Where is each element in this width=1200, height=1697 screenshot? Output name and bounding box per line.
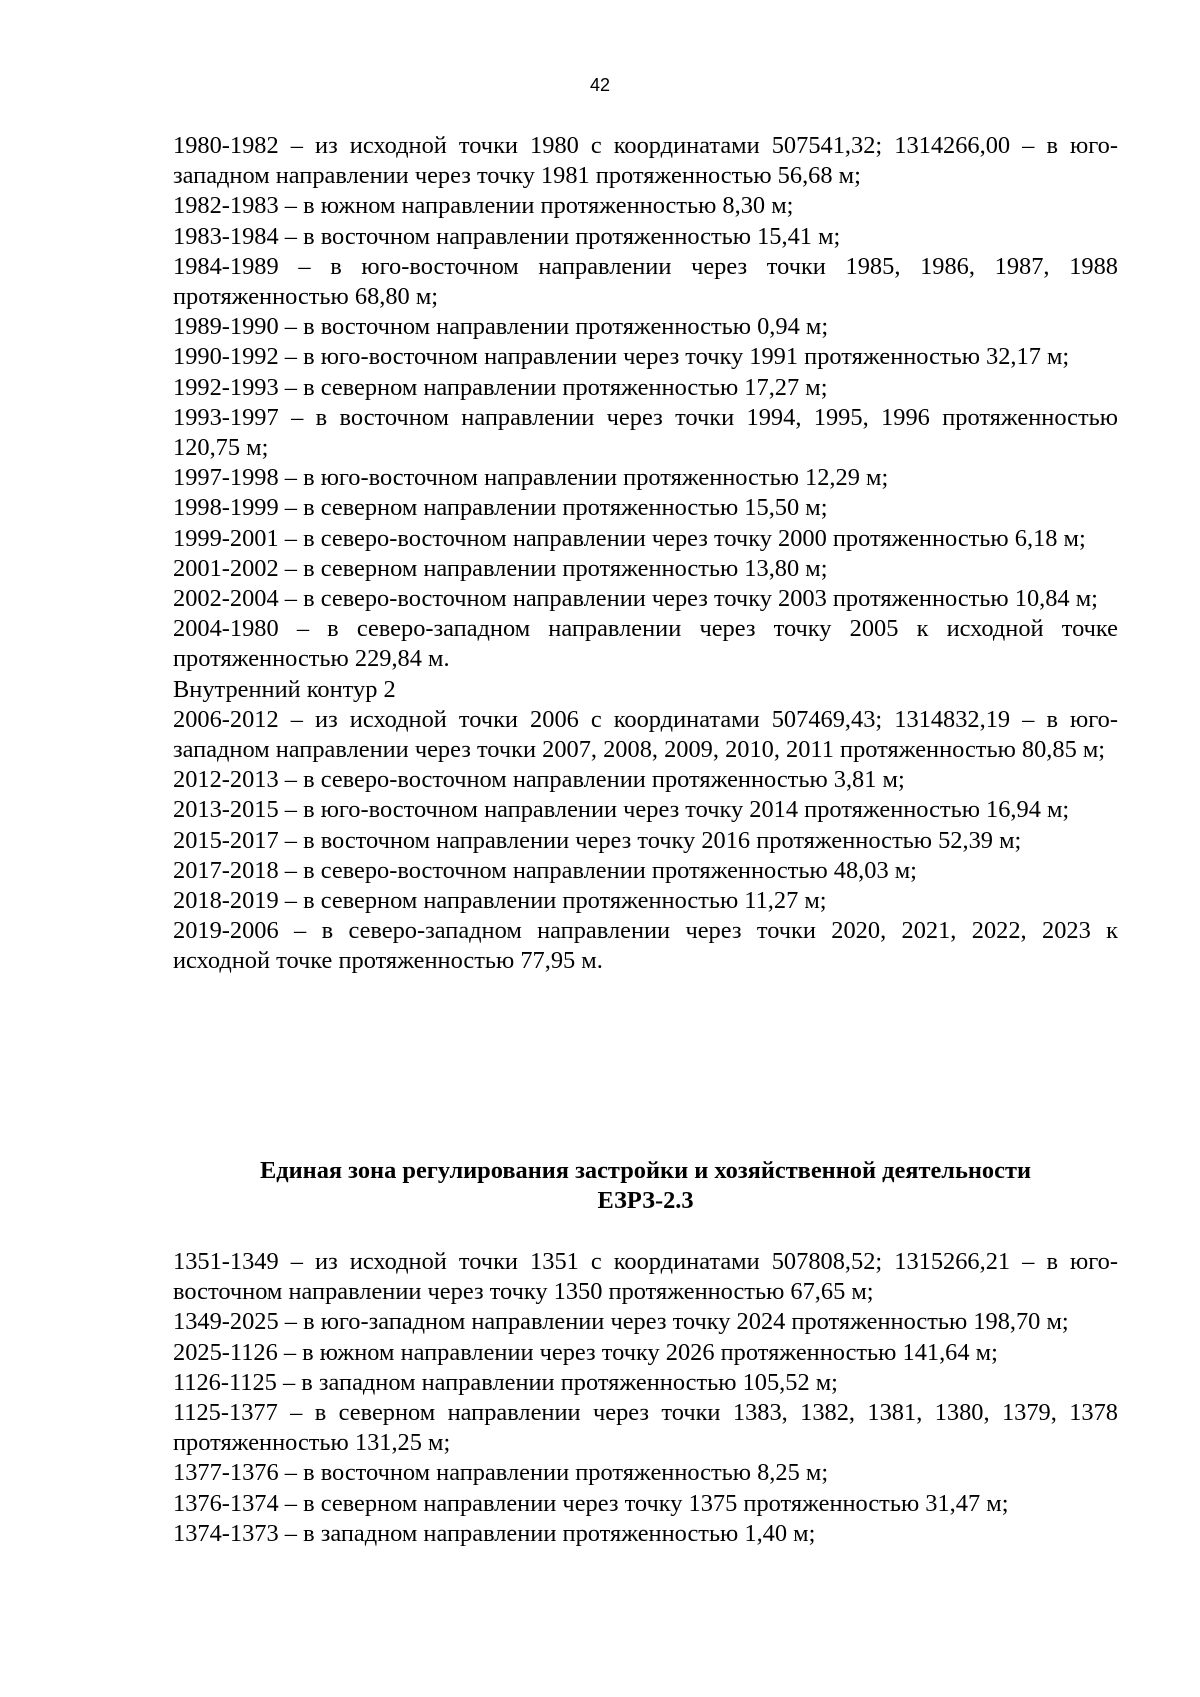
boundary-segment: 1999-2001 – в северо-восточном направлении через точку 2000 протяженностью 6,18 м; xyxy=(173,524,1086,552)
boundary-segment: 2017-2018 – в северо-восточном направлении протяженностью 48,03 м; xyxy=(173,856,917,884)
boundary-segment: 2001-2002 – в северном направлении протяженностью 13,80 м; xyxy=(173,554,828,582)
boundary-segment: 1983-1984 – в восточном направлении протяженностью 15,41 м; xyxy=(173,222,841,250)
section-heading xyxy=(173,1156,1118,1216)
boundary-segment: 1984-1989 – в юго-восточном направлении через точки 1985, 1986, 1987, 1988 протяженностью 68,80 м; xyxy=(173,252,1118,311)
boundary-segment: 2006-2012 – из исходной точки 2006 с координатами 507469,43; 1314832,19 – в юго-западном направлении через точки 2007, 2008, 2009, 2010, 2011 протяженностью 80,85 м; xyxy=(173,705,1118,764)
boundary-description-ezrz xyxy=(173,1247,1118,1549)
boundary-segment: 1989-1990 – в восточном направлении протяженностью 0,94 м; xyxy=(173,313,829,341)
boundary-segment: 1349-2025 – в юго-западном направлении через точку 2024 протяженностью 198,70 м; xyxy=(173,1308,1069,1336)
boundary-segment: 2004-1980 – в северо-западном направлении через точку 2005 к исходной точке протяженностью 229,84 м. xyxy=(173,615,1118,673)
inner-contour-label: Внутренний контур 2 xyxy=(173,675,396,703)
boundary-segment: 2002-2004 – в северо-восточном направлении через точку 2003 протяженностью 10,84 м; xyxy=(173,585,1098,613)
boundary-segment: 2025-1126 – в южном направлении через точку 2026 протяженностью 141,64 м; xyxy=(173,1338,998,1366)
boundary-description-contour xyxy=(173,131,1118,977)
boundary-segment: 1982-1983 – в южном направлении протяженностью 8,30 м; xyxy=(173,192,794,220)
boundary-segment: 2019-2006 – в северо-западном направлении через точки 2020, 2021, 2022, 2023 к исходной точке протяженностью 77,95 м. xyxy=(173,917,1118,975)
boundary-segment: 1351-1349 – из исходной точки 1351 с координатами 507808,52; 1315266,21 – в юго-восточном направлении через точку 1350 протяженностью 67,65 м; xyxy=(173,1248,1118,1306)
section-heading-code: ЕЗРЗ-2.3 xyxy=(597,1187,694,1214)
boundary-segment: 1998-1999 – в северном направлении протяженностью 15,50 м; xyxy=(173,494,828,522)
boundary-segment: 1126-1125 – в западном направлении протяженностью 105,52 м; xyxy=(173,1368,838,1396)
boundary-segment: 1997-1998 – в юго-восточном направлении протяженностью 12,29 м; xyxy=(173,464,889,492)
boundary-segment: 1125-1377 – в северном направлении через точки 1383, 1382, 1381, 1380, 1379, 1378 протяженностью 131,25 м; xyxy=(173,1399,1118,1457)
boundary-segment: 1990-1992 – в юго-восточном направлении через точку 1991 протяженностью 32,17 м; xyxy=(173,343,1070,371)
boundary-segment: 1993-1997 – в восточном направлении через точки 1994, 1995, 1996 протяженностью 120,75 м; xyxy=(173,403,1118,462)
boundary-segment: 1992-1993 – в северном направлении протяженностью 17,27 м; xyxy=(173,373,828,401)
boundary-segment: 2018-2019 – в северном направлении протяженностью 11,27 м; xyxy=(173,887,827,915)
boundary-segment: 2012-2013 – в северо-восточном направлении протяженностью 3,81 м; xyxy=(173,766,905,794)
boundary-segment: 2013-2015 – в юго-восточном направлении через точку 2014 протяженностью 16,94 м; xyxy=(173,796,1070,824)
boundary-segment: 1374-1373 – в западном направлении протяженностью 1,40 м; xyxy=(173,1519,816,1547)
boundary-segment: 1376-1374 – в северном направлении через точку 1375 протяженностью 31,47 м; xyxy=(173,1489,1009,1517)
boundary-segment: 1377-1376 – в восточном направлении протяженностью 8,25 м; xyxy=(173,1459,829,1487)
page-number: 42 xyxy=(589,75,611,95)
boundary-segment: 2015-2017 – в восточном направлении через точку 2016 протяженностью 52,39 м; xyxy=(173,826,1022,854)
boundary-segment: 1980-1982 – из исходной точки 1980 с координатами 507541,32; 1314266,00 – в юго-западном направлении через точку 1981 протяженностью 56,68 м; xyxy=(173,132,1118,190)
section-heading-title: Единая зона регулирования застройки и хозяйственной деятельности xyxy=(259,1157,1031,1184)
